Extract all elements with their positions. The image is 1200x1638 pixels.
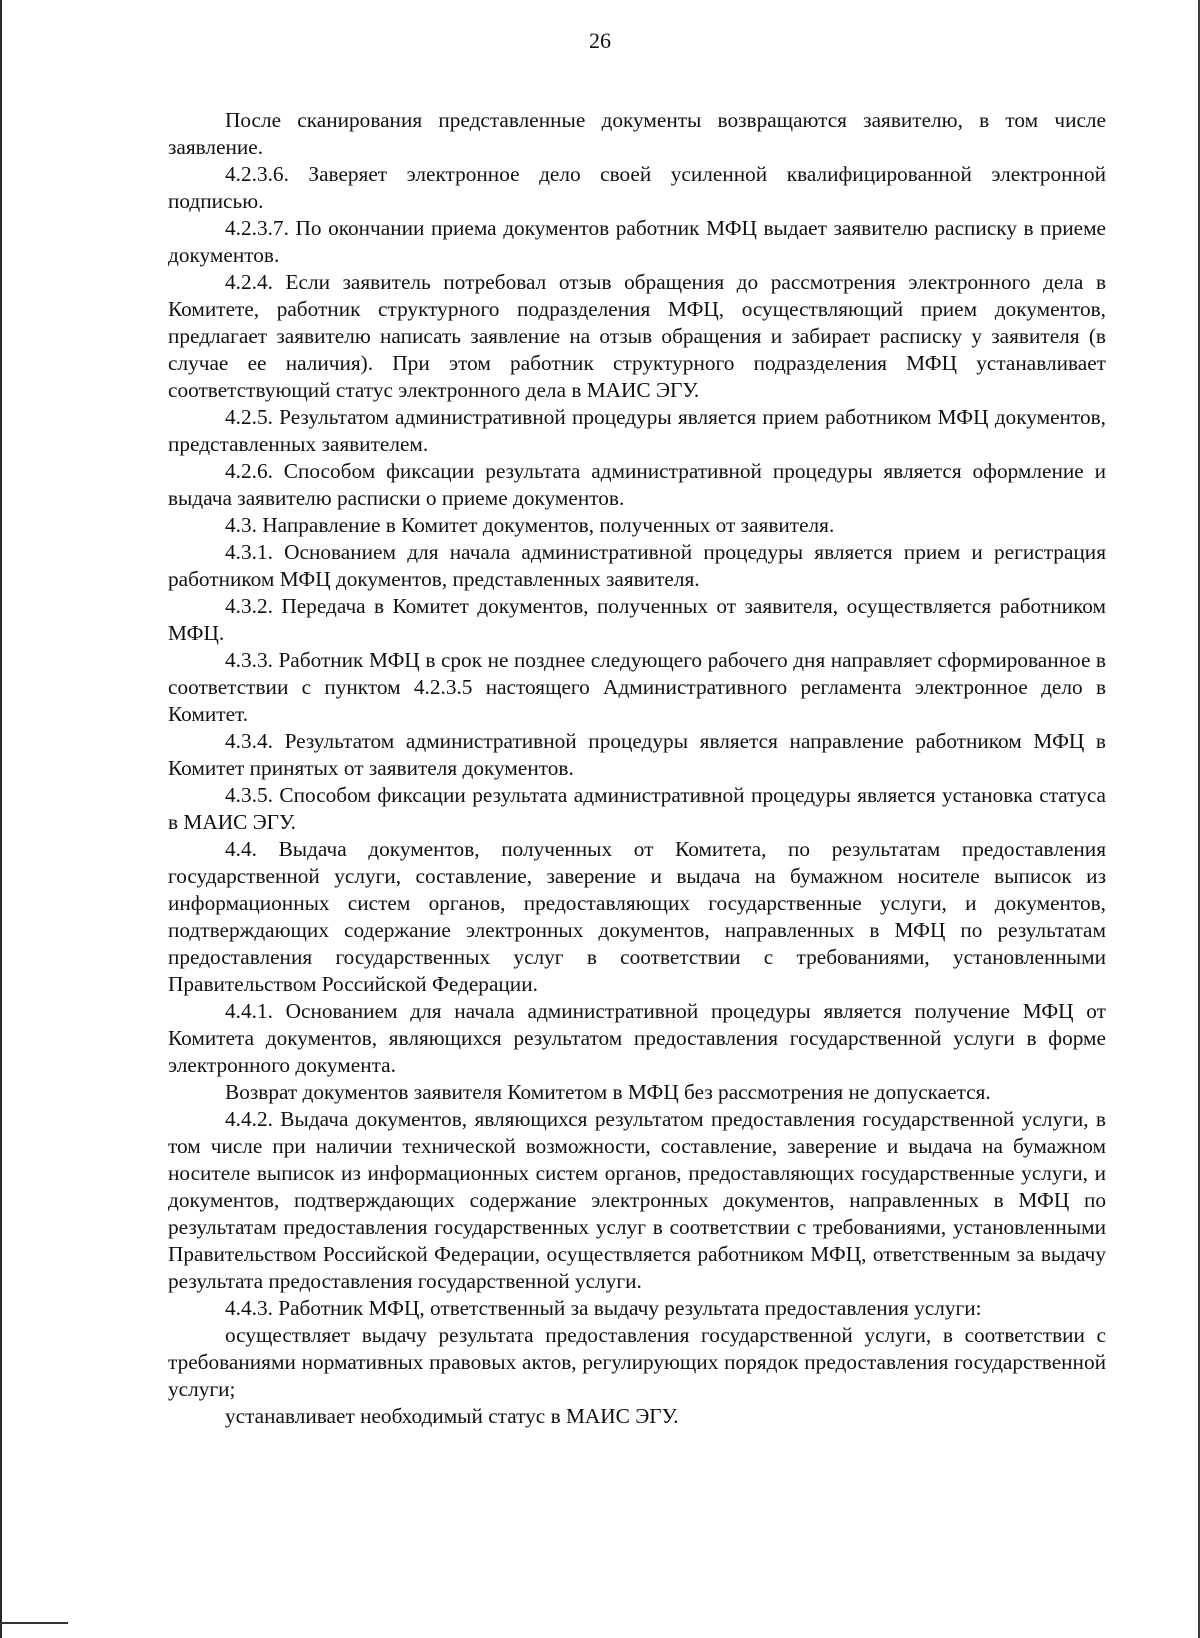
paragraph: осуществляет выдачу результата предоставления государственной услуги, в соответствии с требованиями нормативных правовых актов, регулирующих порядок предоставления государственной услуги; xyxy=(168,1323,1106,1401)
paragraph: 4.2.6. Способом фиксации результата административной процедуры является оформление и выдача заявителю расписки о приеме документов. xyxy=(168,459,1106,510)
paragraph: 4.3.4. Результатом административной процедуры является направление работником МФЦ в Комитет принятых от заявителя документов. xyxy=(168,729,1106,780)
paragraph: Возврат документов заявителя Комитетом в МФЦ без рассмотрения не допускается. xyxy=(225,1080,991,1104)
paragraph: 4.4. Выдача документов, полученных от Комитета, по результатам предоставления государственной услуги, составление, заверение и выдача на бумажном носителе выписок из информационных систем органов, предоставляющих государственные услуги, и документов, подтверждающих содержание электронных документов, направленных в МФЦ по результатам предоставления государственных услуг в соответствии с требованиями, установленными Правительством Российской Федерации. xyxy=(168,837,1106,996)
paragraph: 4.3. Направление в Комитет документов, полученных от заявителя. xyxy=(225,513,835,537)
paragraph: 4.2.3.7. По окончании приема документов работник МФЦ выдает заявителю расписку в приеме документов. xyxy=(168,216,1106,267)
paragraph: 4.3.5. Способом фиксации результата административной процедуры является установка статуса в МАИС ЭГУ. xyxy=(168,783,1106,834)
paragraph: 4.4.1. Основанием для начала административной процедуры является получение МФЦ от Комитета документов, являющихся результатом предоставления государственной услуги в форме электронного документа. xyxy=(168,999,1106,1077)
document-body xyxy=(168,107,1106,1430)
paragraph: 4.3.3. Работник МФЦ в срок не позднее следующего рабочего дня направляет сформированное в соответствии с пунктом 4.2.3.5 настоящего Административного регламента электронное дело в Комитет. xyxy=(168,648,1106,726)
paragraph: 4.4.3. Работник МФЦ, ответственный за выдачу результата предоставления услуги: xyxy=(225,1296,982,1320)
paragraph: 4.2.3.6. Заверяет электронное дело своей усиленной квалифицированной электронной подписью. xyxy=(168,162,1106,213)
scan-edge-left xyxy=(0,0,2,1638)
paragraph: устанавливает необходимый статус в МАИС ЭГУ. xyxy=(225,1404,679,1428)
paragraph: 4.3.2. Передача в Комитет документов, полученных от заявителя, осуществляется работником МФЦ. xyxy=(168,594,1106,645)
paragraph: После сканирования представленные документы возвращаются заявителю, в том числе заявление. xyxy=(168,108,1106,159)
paragraph: 4.2.4. Если заявитель потребовал отзыв обращения до рассмотрения электронного дела в Комитете, работник структурного подразделения МФЦ, осуществляющий прием документов, предлагает заявителю написать заявление на отзыв обращения и забирает расписку у заявителя (в случае ее наличия). При этом работник структурного подразделения МФЦ устанавливает соответствующий статус электронного дела в МАИС ЭГУ. xyxy=(168,270,1106,402)
paragraph: 4.4.2. Выдача документов, являющихся результатом предоставления государственной услуги, в том числе при наличии технической возможности, составление, заверение и выдача на бумажном носителе выписок из информационных систем органов, предоставляющих государственные услуги, и документов, подтверждающих содержание электронных документов, направленных в МФЦ по результатам предоставления государственных услуг в соответствии с требованиями, установленными Правительством Российской Федерации, осуществляется работником МФЦ, ответственным за выдачу результата предоставления государственной услуги. xyxy=(168,1107,1106,1293)
paragraph: 4.2.5. Результатом административной процедуры является прием работником МФЦ документов, представленных заявителем. xyxy=(168,405,1106,456)
scan-bottom-mark xyxy=(0,1622,68,1624)
paragraph: 4.3.1. Основанием для начала административной процедуры является прием и регистрация работником МФЦ документов, представленных заявителя. xyxy=(168,540,1106,591)
page-number: 26 xyxy=(589,28,611,53)
